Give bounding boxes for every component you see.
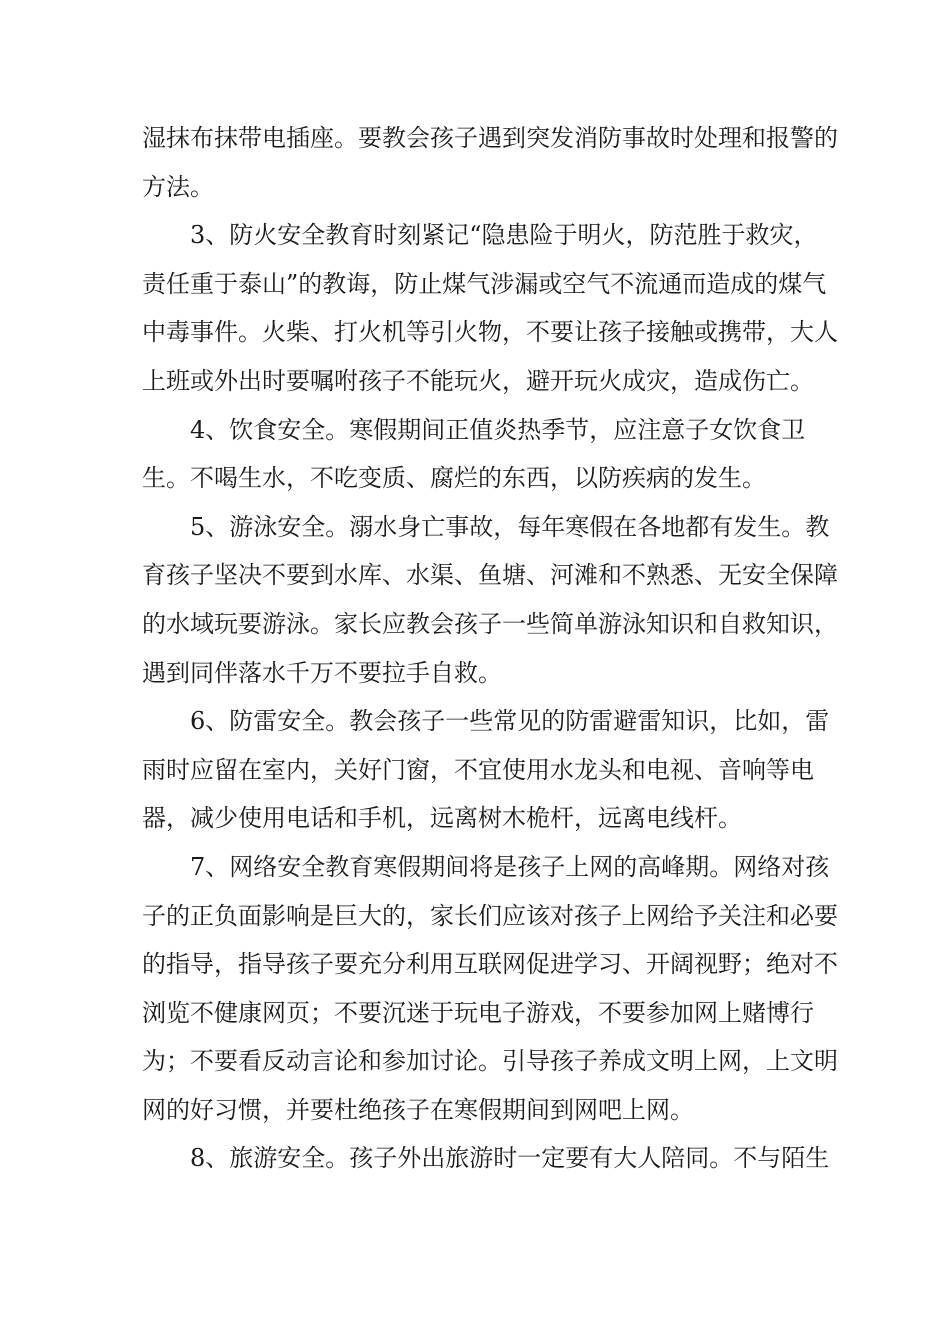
text-line: 的指导，指导孩子要充分利用互联网促进学习、开阔视野；绝对不 xyxy=(142,950,838,979)
text-line: 的水域玩要游泳。家长应教会孩子一些简单游泳知识和自救知识， xyxy=(142,609,838,638)
text-line: 中毒事件。火柴、打火机等引火物，不要让孩子接触或携带，大人 xyxy=(142,318,838,347)
text-line: 育孩子坚决不要到水库、水渠、鱼塘、河滩和不熟悉、无安全保障 xyxy=(142,561,838,590)
text-line: 生。不喝生水，不吃变质、腐烂的东西，以防疾病的发生。 xyxy=(142,464,766,493)
paragraph-food-safety xyxy=(142,406,832,503)
text-line: 为；不要看反动言论和参加讨论。引导孩子养成文明上网，上文明 xyxy=(142,1047,838,1076)
text-line: 3、防火安全教育时刻紧记“隐患险于明火，防范胜于救灾， xyxy=(190,221,818,250)
paragraph-fire-reporting xyxy=(142,114,838,211)
text-line: 浏览不健康网页；不要沉迷于玩电子游戏，不要参加网上赌博行 xyxy=(142,998,814,1027)
text-line: 8、旅游安全。孩子外出旅游时一定要有大人陪同。不与陌生 xyxy=(190,1144,830,1173)
text-line: 方法。 xyxy=(142,172,214,201)
document-body xyxy=(142,114,838,1183)
text-line: 上班或外出时要嘱咐孩子不能玩火，避开玩火成灾，造成伤亡。 xyxy=(142,366,814,395)
paragraph-lightning-safety xyxy=(142,697,832,843)
text-line: 4、饮食安全。寒假期间正值炎热季节，应注意子女饮食卫 xyxy=(190,415,806,444)
text-line: 5、游泳安全。溺水身亡事故，每年寒假在各地都有发生。教 xyxy=(190,512,830,541)
paragraph-internet-safety xyxy=(142,843,838,1135)
text-line: 责任重于泰山”的教诲，防止煤气涉漏或空气不流通而造成的煤气 xyxy=(142,269,827,298)
text-line: 网的好习惯，并要杜绝孩子在寒假期间到网吧上网。 xyxy=(142,1095,694,1124)
paragraph-swimming-safety xyxy=(142,503,838,697)
text-line: 遇到同伴落水千万不要拉手自救。 xyxy=(142,658,502,687)
text-line: 7、网络安全教育寒假期间将是孩子上网的高峰期。网络对孩 xyxy=(190,852,830,881)
text-line: 6、防雷安全。教会孩子一些常见的防雷避雷知识，比如，雷 xyxy=(190,707,830,736)
text-line: 器，减少使用电话和手机，远离树木桅杆，远离电线杆。 xyxy=(142,804,742,833)
paragraph-travel-safety xyxy=(142,1134,832,1183)
text-line: 雨时应留在室内，关好门窗，不宜使用水龙头和电视、音响等电 xyxy=(142,755,814,784)
text-line: 子的正负面影响是巨大的，家长们应该对孩子上网给予关注和必要 xyxy=(142,901,838,930)
text-line: 湿抹布抹带电插座。要教会孩子遇到突发消防事故时处理和报警的 xyxy=(142,124,838,152)
paragraph-fire-safety xyxy=(142,211,838,405)
